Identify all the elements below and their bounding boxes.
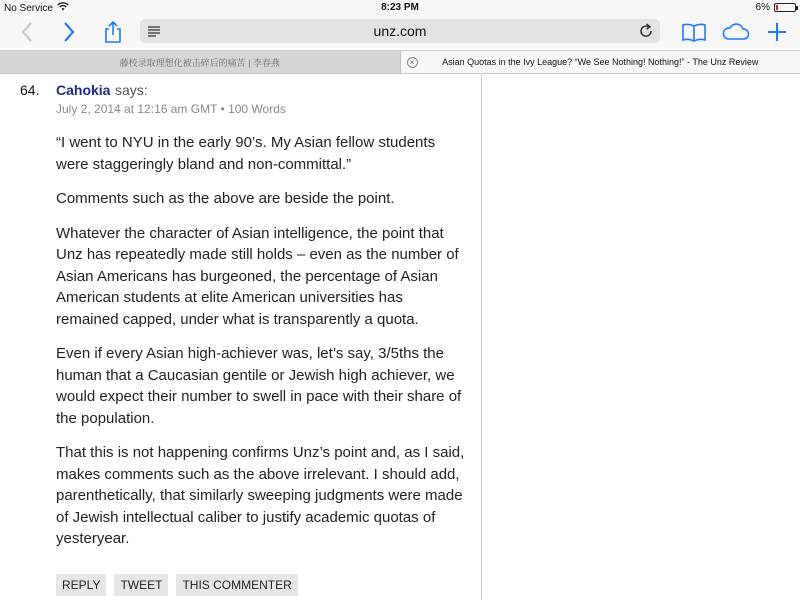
comment-paragraph: Whatever the character of Asian intelligence, the point that Unz has repeatedly made still holds – even as the number of Asian Americans has burgeoned, the percentage of Asian American students at elite American universities has remained capped, under what is transparently a quota. <box>56 224 459 328</box>
plus-icon <box>766 21 788 43</box>
comment-paragraph: Even if every Asian high-achiever was, let’s say, 3/5ths the human that a Caucasian gentile or Jewish high achiever, we would expect their number to swell in pace with their share of the population. <box>56 345 462 427</box>
tab-label: 藤校录取理想化被击碎后的痛苦 | 李春燕 <box>119 57 280 68</box>
close-tab-icon[interactable]: × <box>407 57 418 68</box>
cloud-icon <box>720 22 750 42</box>
back-button[interactable] <box>14 19 40 45</box>
comment-says: says: <box>115 82 148 98</box>
forward-button[interactable] <box>56 19 82 45</box>
tab-chinese-article[interactable] <box>0 51 401 73</box>
comment-author-link[interactable]: Cahokia <box>56 82 111 98</box>
tweet-button[interactable]: TWEET <box>114 574 168 596</box>
carrier-text: No Service <box>4 2 53 14</box>
page-content <box>0 74 800 600</box>
comment-actions <box>56 574 298 596</box>
share-button[interactable] <box>100 19 126 45</box>
clock: 8:23 PM <box>381 2 419 13</box>
column-divider <box>481 74 482 600</box>
comment-paragraph: “I went to NYU in the early 90’s. My Asian fellow students were staggeringly bland and non-committal.” <box>56 134 436 173</box>
chevron-left-icon <box>20 21 34 43</box>
status-right <box>756 2 796 13</box>
new-tab-button[interactable] <box>764 19 790 45</box>
status-bar <box>0 0 800 15</box>
icloud-tabs-button[interactable] <box>720 19 750 45</box>
tab-label: Asian Quotas in the Ivy League? “We See Nothing! Nothing!” - The Unz Review <box>442 57 759 67</box>
tab-strip <box>0 50 800 74</box>
address-text: unz.com <box>373 23 427 39</box>
chevron-right-icon <box>62 21 76 43</box>
share-icon <box>103 20 123 44</box>
comment-paragraph: Comments such as the above are beside the point. <box>56 190 395 207</box>
battery-percent: 6% <box>755 2 770 13</box>
book-icon <box>681 22 707 42</box>
browser-toolbar <box>0 15 800 48</box>
battery-icon <box>774 3 796 12</box>
this-commenter-button[interactable]: THIS COMMENTER <box>176 574 297 596</box>
comment-body <box>56 132 466 563</box>
tab-unz-review[interactable] <box>401 51 800 73</box>
reply-button[interactable]: REPLY <box>56 574 106 596</box>
reload-icon[interactable] <box>638 22 654 40</box>
comment-meta: July 2, 2014 at 12:16 am GMT • 100 Words <box>56 102 286 116</box>
comment-number: 64. <box>20 82 40 98</box>
address-bar[interactable] <box>140 19 660 43</box>
bookmarks-button[interactable] <box>680 19 708 45</box>
comment-paragraph: That this is not happening confirms Unz’s point and, as I said, makes comments such as the above irrelevant. I should add, parenthetically, that similarly sweeping judgments were made of Jewish intellectual caliber to justify academic quotas of yesteryear. <box>56 444 465 547</box>
